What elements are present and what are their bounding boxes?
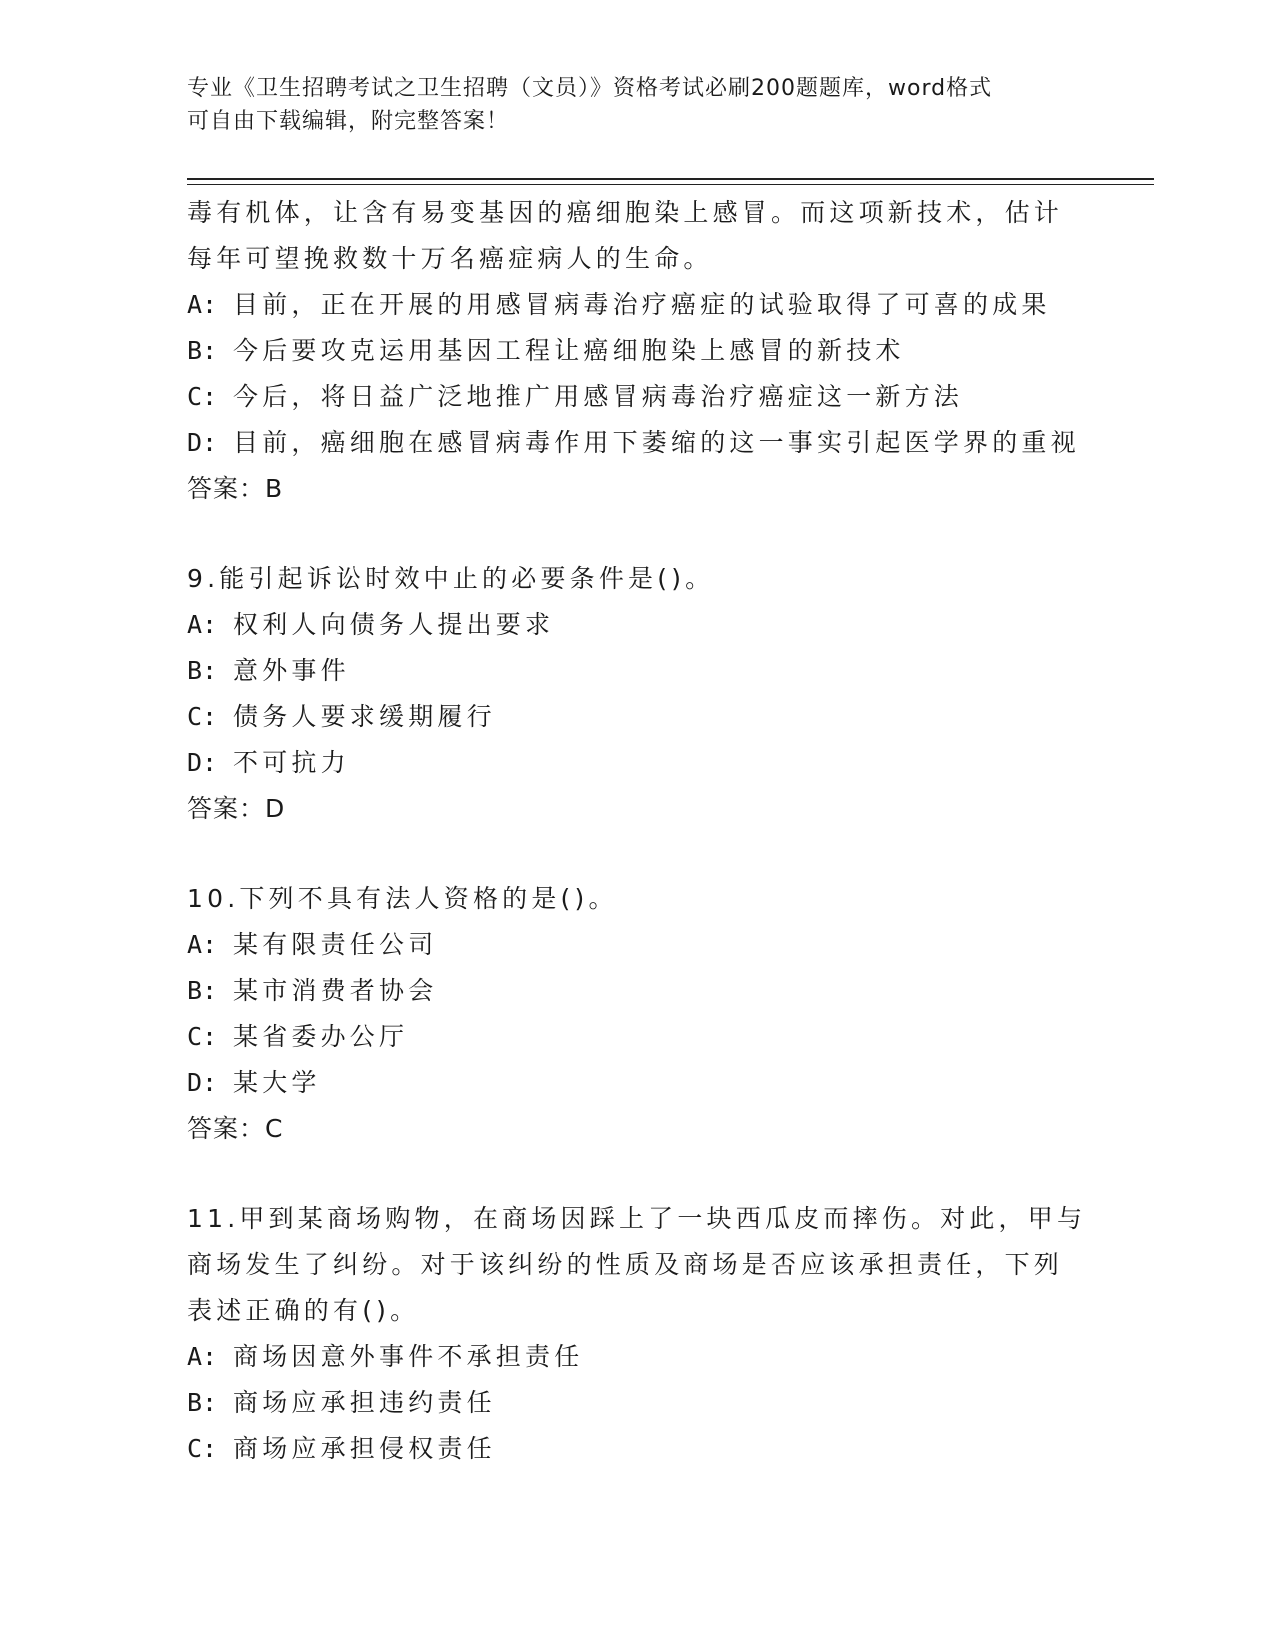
option-b xyxy=(187,968,1087,1014)
question-stem: 10.下列不具有法人资格的是()。 xyxy=(187,884,618,913)
option-letter: A: xyxy=(187,930,218,959)
question-stem: 表述正确的有()。 xyxy=(187,1296,420,1325)
option-letter: B: xyxy=(187,1388,218,1417)
question-stem: 商场发生了纠纷。对于该纠纷的性质及商场是否应该承担责任，下列 xyxy=(187,1250,1064,1279)
option-b xyxy=(187,328,1087,374)
header-divider-thin xyxy=(187,184,1154,185)
header-divider-thick xyxy=(187,178,1154,180)
option-text: 今后要攻克运用基因工程让癌细胞染上感冒的新技术 xyxy=(233,336,905,365)
question-11 xyxy=(187,1196,1087,1472)
question-stem: 11.甲到某商场购物，在商场因踩上了一块西瓜皮而摔伤。对此，甲与 xyxy=(187,1204,1087,1233)
option-letter: A: xyxy=(187,610,218,639)
option-a xyxy=(187,1334,1087,1380)
option-letter: A: xyxy=(187,1342,218,1371)
option-c xyxy=(187,694,1087,740)
header-title-line1: 专业《卫生招聘考试之卫生招聘（文员）》资格考试必刷200题题库，word格式 xyxy=(187,76,993,101)
option-letter: C: xyxy=(187,382,218,411)
answer-line: 答案：B xyxy=(187,474,284,503)
option-d xyxy=(187,1060,1087,1106)
header-title-line2: 可自由下载编辑，附完整答案！ xyxy=(187,109,510,134)
option-c xyxy=(187,1426,1087,1472)
option-a xyxy=(187,922,1087,968)
option-letter: D: xyxy=(187,428,218,457)
option-letter: C: xyxy=(187,1022,218,1051)
option-text: 某市消费者协会 xyxy=(233,976,438,1005)
option-text: 商场因意外事件不承担责任 xyxy=(233,1342,584,1371)
option-text: 某有限责任公司 xyxy=(233,930,438,959)
option-letter: A: xyxy=(187,290,218,319)
option-letter: B: xyxy=(187,656,218,685)
option-d xyxy=(187,420,1087,466)
option-letter: D: xyxy=(187,748,218,777)
question-10 xyxy=(187,876,1087,1152)
option-letter: C: xyxy=(187,1434,218,1463)
option-text: 不可抗力 xyxy=(233,748,350,777)
question-spacer xyxy=(187,832,1087,876)
option-text: 目前，癌细胞在感冒病毒作用下萎缩的这一事实引起医学界的重视 xyxy=(233,428,1080,457)
question-stem: 毒有机体，让含有易变基因的癌细胞染上感冒。而这项新技术，估计 xyxy=(187,198,1064,227)
option-text: 某省委办公厅 xyxy=(233,1022,409,1051)
question-8 xyxy=(187,190,1087,512)
option-c xyxy=(187,1014,1087,1060)
option-c xyxy=(187,374,1087,420)
question-spacer xyxy=(187,512,1087,556)
option-letter: C: xyxy=(187,702,218,731)
question-9 xyxy=(187,556,1087,832)
question-list xyxy=(187,190,1087,1472)
option-text: 商场应承担侵权责任 xyxy=(233,1434,496,1463)
option-letter: D: xyxy=(187,1068,218,1097)
answer-line: 答案：C xyxy=(187,1114,284,1143)
question-spacer xyxy=(187,1152,1087,1196)
option-text: 债务人要求缓期履行 xyxy=(233,702,496,731)
question-stem: 9.能引起诉讼时效中止的必要条件是()。 xyxy=(187,564,715,593)
question-stem: 每年可望挽救数十万名癌症病人的生命。 xyxy=(187,244,713,273)
option-a xyxy=(187,602,1087,648)
option-text: 权利人向债务人提出要求 xyxy=(233,610,555,639)
option-text: 商场应承担违约责任 xyxy=(233,1388,496,1417)
option-text: 意外事件 xyxy=(233,656,350,685)
option-d xyxy=(187,740,1087,786)
option-b xyxy=(187,648,1087,694)
option-a xyxy=(187,282,1087,328)
answer-line: 答案：D xyxy=(187,794,286,823)
option-text: 目前，正在开展的用感冒病毒治疗癌症的试验取得了可喜的成果 xyxy=(233,290,1051,319)
option-text: 某大学 xyxy=(233,1068,321,1097)
option-letter: B: xyxy=(187,976,218,1005)
document-header xyxy=(187,72,1067,138)
option-b xyxy=(187,1380,1087,1426)
option-text: 今后，将日益广泛地推广用感冒病毒治疗癌症这一新方法 xyxy=(233,382,964,411)
option-letter: B: xyxy=(187,336,218,365)
